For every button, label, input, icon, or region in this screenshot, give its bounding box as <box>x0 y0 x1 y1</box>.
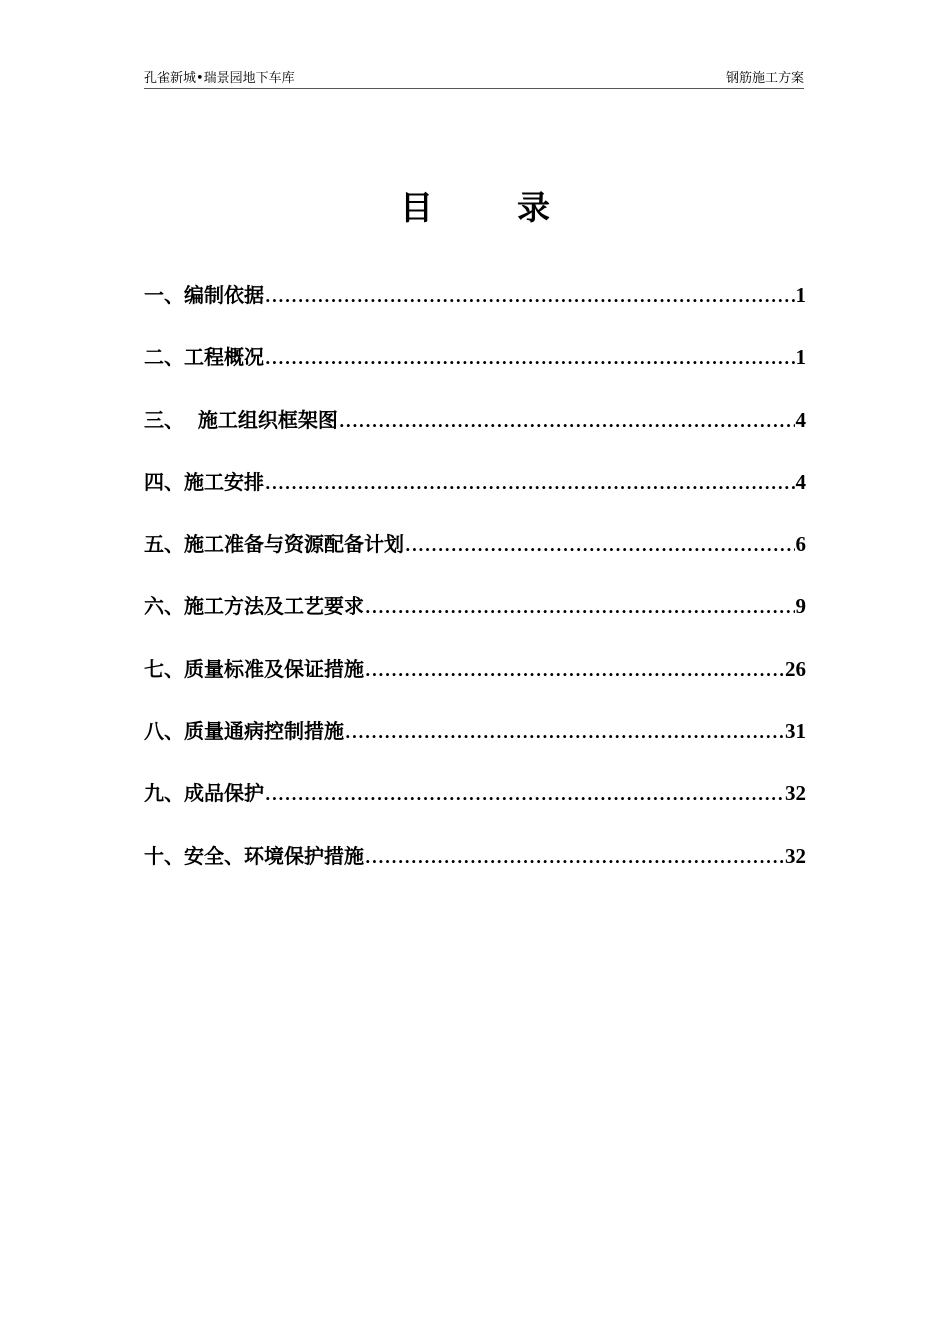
toc-heading-char-2: 录 <box>517 188 550 227</box>
toc-entry-page: 26 <box>785 656 806 681</box>
toc-entry-title: 四、施工安排 <box>144 469 264 494</box>
toc-entry-page: 4 <box>795 407 806 432</box>
toc-entry[interactable] <box>144 527 806 589</box>
toc-entry-page: 31 <box>785 719 806 744</box>
toc-entry[interactable] <box>144 776 806 838</box>
toc-entry-title: 七、质量标准及保证措施 <box>144 656 364 681</box>
toc-dot-leader <box>265 280 795 314</box>
toc-dot-leader <box>265 467 795 501</box>
toc-entry-page: 1 <box>795 283 806 307</box>
toc-dot-leader <box>265 778 784 812</box>
toc-entry-title: 六、施工方法及工艺要求 <box>144 594 364 619</box>
header-document-title: 钢筋施工方案 <box>725 71 804 86</box>
toc-dot-leader <box>365 591 795 625</box>
toc-entry-page: 4 <box>795 469 806 494</box>
toc-heading-char-1: 目 <box>400 188 433 227</box>
toc-entry-page: 1 <box>795 345 806 370</box>
toc-entry[interactable] <box>144 403 806 465</box>
header-project-name: 孔雀新城•瑞景园地下车库 <box>144 71 295 86</box>
toc-dot-leader <box>339 405 795 439</box>
toc-entry[interactable] <box>144 340 806 402</box>
toc-entry-title: 九、成品保护 <box>144 781 264 806</box>
toc-entry-title: 三、 施工组织框架图 <box>144 407 338 432</box>
toc-entry-page: 32 <box>785 781 806 806</box>
toc-dot-leader <box>365 654 784 688</box>
toc-entry[interactable] <box>144 714 806 776</box>
toc-entry-title: 五、施工准备与资源配备计划 <box>144 532 404 557</box>
toc-entry-title: 八、质量通病控制措施 <box>144 719 344 744</box>
toc-entry-page: 32 <box>785 843 806 868</box>
toc-entry-title: 一、编制依据 <box>144 283 264 307</box>
toc-dot-leader <box>405 529 795 563</box>
toc-entry-title: 十、安全、环境保护措施 <box>144 843 364 868</box>
toc-entry[interactable] <box>144 465 806 527</box>
toc-entry[interactable] <box>144 652 806 714</box>
toc-entry-page: 9 <box>795 594 806 619</box>
toc-entry[interactable] <box>144 589 806 651</box>
toc-dot-leader <box>365 841 784 875</box>
page-header <box>144 70 804 89</box>
toc-dot-leader <box>265 342 795 376</box>
table-of-contents <box>144 278 806 901</box>
toc-dot-leader <box>345 716 784 750</box>
toc-entry-title: 二、工程概况 <box>144 345 264 370</box>
toc-heading <box>0 186 950 230</box>
toc-entry[interactable] <box>144 278 806 340</box>
toc-entry[interactable] <box>144 839 806 901</box>
toc-entry-page: 6 <box>795 532 806 557</box>
